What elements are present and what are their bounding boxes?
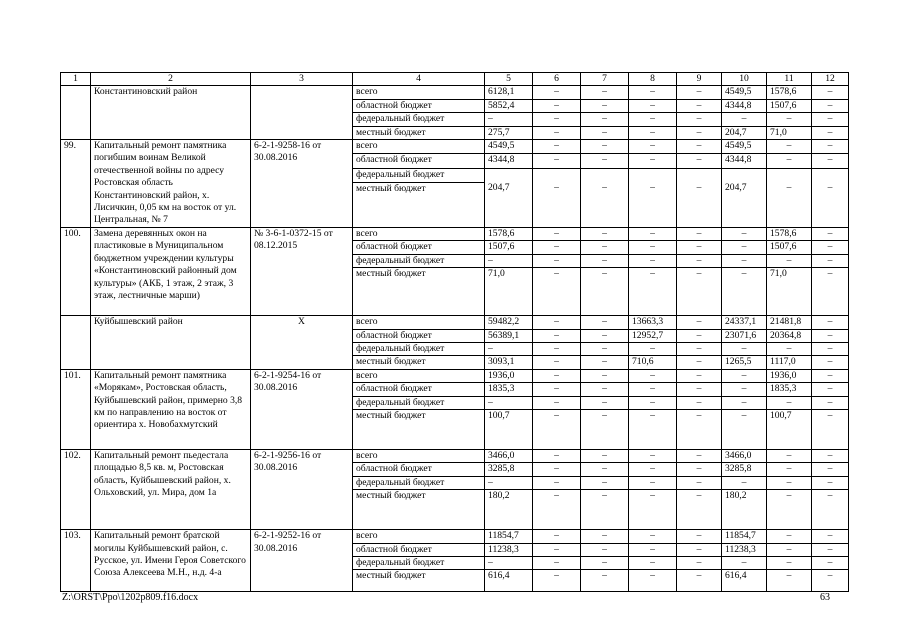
amount-cell: – [629,490,677,530]
column-number: 6 [533,73,581,86]
amount-cell: – [533,543,581,556]
amount-cell: – [812,490,849,530]
amount-cell: – [812,383,849,396]
amount-cell: – [767,396,812,409]
amount-cell: – [677,369,722,382]
amount-cell: – [812,476,849,489]
item-description: Капитальный ремонт пьедестала площадью 8,5 кв. м, Ростовская область, Куйбышевский район, х. Ольховский, ул. Мира, дом 1а [91,449,251,529]
amount-cell: 71,0 [485,268,533,316]
amount-cell: – [767,490,812,530]
amount-cell: – [677,530,722,543]
amount-cell: – [581,530,629,543]
amount-cell: – [812,86,849,99]
amount-cell: 100,7 [485,409,533,449]
budget-type-label: областной бюджет [353,241,485,254]
budget-type-label: местный бюджет [353,570,485,592]
file-path: Z:\ORST\Ppo\1202p809.f16.docx [62,592,199,603]
amount-cell: – [629,463,677,476]
amount-cell: – [629,227,677,240]
amount-cell: – [533,254,581,267]
amount-cell: – [677,86,722,99]
amount-cell: – [812,463,849,476]
amount-cell: – [767,449,812,462]
amount-cell: – [581,182,629,227]
budget-type-label: всего [353,140,485,154]
amount-cell: – [581,86,629,99]
amount-cell: 3285,8 [485,463,533,476]
column-number: 1 [61,73,91,86]
amount-cell: – [629,543,677,556]
amount-cell: – [722,409,767,449]
amount-cell: – [677,449,722,462]
amount-cell: 1507,6 [485,241,533,254]
amount-cell: 11238,3 [485,543,533,556]
amount-cell: – [677,409,722,449]
amount-cell: – [812,154,849,168]
amount-cell: – [812,543,849,556]
amount-cell: 56389,1 [485,329,533,342]
amount-cell: 1578,6 [485,227,533,240]
column-number: 10 [722,73,767,86]
amount-cell: – [812,449,849,462]
table-row [61,316,849,329]
budget-type-label: всего [353,530,485,543]
item-description: Константиновский район [91,86,251,140]
amount-cell: – [677,329,722,342]
item-description: Куйбышевский район [91,316,251,370]
amount-cell: – [581,241,629,254]
amount-cell: 1117,0 [767,356,812,369]
amount-cell: 4344,8 [485,154,533,168]
amount-cell: – [677,556,722,569]
amount-cell: 4549,5 [722,86,767,99]
amount-cell: 1835,3 [767,383,812,396]
table-body [61,73,849,592]
amount-cell: 71,0 [767,126,812,139]
amount-cell: – [812,369,849,382]
amount-cell: – [812,254,849,267]
amount-cell: – [677,126,722,139]
amount-cell: – [677,490,722,530]
amount-cell: 4344,8 [722,154,767,168]
amount-cell: – [722,342,767,355]
amount-cell [812,168,849,182]
amount-cell: – [629,476,677,489]
amount-cell: 204,7 [485,182,533,227]
amount-cell: – [812,329,849,342]
amount-cell: – [581,556,629,569]
budget-type-label: федеральный бюджет [353,113,485,126]
amount-cell: – [581,409,629,449]
amount-cell: – [767,342,812,355]
amount-cell: – [581,543,629,556]
amount-cell: – [581,383,629,396]
column-number: 5 [485,73,533,86]
amount-cell: – [533,396,581,409]
amount-cell: 275,7 [485,126,533,139]
amount-cell: – [767,570,812,592]
document-ref: 6-2-1-9254-16 от 30.08.2016 [251,369,353,449]
amount-cell: – [581,490,629,530]
amount-cell: – [767,530,812,543]
amount-cell: – [533,140,581,154]
amount-cell: – [677,396,722,409]
amount-cell: 1507,6 [767,241,812,254]
table-row [61,369,849,382]
amount-cell: – [722,241,767,254]
amount-cell: – [767,556,812,569]
budget-type-label: областной бюджет [353,463,485,476]
amount-cell: – [629,154,677,168]
amount-cell: – [812,409,849,449]
amount-cell: – [677,182,722,227]
budget-type-label: областной бюджет [353,329,485,342]
amount-cell: 1578,6 [767,227,812,240]
budget-type-label: областной бюджет [353,543,485,556]
budget-type-label: областной бюджет [353,383,485,396]
amount-cell: – [581,268,629,316]
amount-cell: – [629,342,677,355]
amount-cell: 1578,6 [767,86,812,99]
amount-cell: – [722,268,767,316]
table-row [61,449,849,462]
document-ref: 6-2-1-9258-16 от 30.08.2016 [251,140,353,228]
amount-cell: – [722,556,767,569]
document-ref [251,86,353,140]
amount-cell: 1835,3 [485,383,533,396]
budget-type-label: федеральный бюджет [353,556,485,569]
amount-cell: – [629,126,677,139]
column-number: 11 [767,73,812,86]
amount-cell: – [767,254,812,267]
budget-type-label: местный бюджет [353,409,485,449]
amount-cell: – [533,463,581,476]
column-number: 8 [629,73,677,86]
table-row [61,140,849,154]
amount-cell: – [722,227,767,240]
column-number-row [61,73,849,86]
column-number: 12 [812,73,849,86]
amount-cell: – [767,543,812,556]
amount-cell: 6128,1 [485,86,533,99]
amount-cell: – [722,383,767,396]
amount-cell: 4549,5 [722,140,767,154]
amount-cell: 20364,8 [767,329,812,342]
budget-type-label: федеральный бюджет [353,254,485,267]
amount-cell: – [677,113,722,126]
amount-cell: – [812,316,849,329]
amount-cell: 21481,8 [767,316,812,329]
amount-cell: – [722,476,767,489]
item-description: Капитальный ремонт памятника погибшим воинам Великой отечественной войны по адресу Ростовская область Константиновский район, х. Лисичкин, 0,05 км на восток от ул. Центральная, № 7 [91,140,251,228]
amount-cell: – [767,140,812,154]
amount-cell: 100,7 [767,409,812,449]
amount-cell: 24337,1 [722,316,767,329]
amount-cell: – [581,140,629,154]
amount-cell: – [533,316,581,329]
amount-cell: – [629,369,677,382]
amount-cell: – [677,342,722,355]
amount-cell: – [677,316,722,329]
item-number: 99. [61,140,91,228]
amount-cell: – [677,383,722,396]
budget-type-label: областной бюджет [353,154,485,168]
amount-cell: – [533,570,581,592]
amount-cell: – [812,99,849,112]
amount-cell: – [629,241,677,254]
amount-cell: 3466,0 [722,449,767,462]
amount-cell: 204,7 [722,182,767,227]
amount-cell: – [767,463,812,476]
amount-cell: – [677,99,722,112]
amount-cell: – [677,140,722,154]
amount-cell: – [677,254,722,267]
amount-cell: – [812,227,849,240]
table-row [61,530,849,543]
amount-cell: – [629,409,677,449]
page-number: 63 [820,592,830,603]
amount-cell: – [677,241,722,254]
amount-cell: 11854,7 [722,530,767,543]
amount-cell: – [533,86,581,99]
amount-cell: 1936,0 [767,369,812,382]
amount-cell: 3093,1 [485,356,533,369]
amount-cell: – [812,182,849,227]
amount-cell: – [533,113,581,126]
amount-cell: – [581,113,629,126]
amount-cell: – [629,182,677,227]
amount-cell: – [581,99,629,112]
amount-cell: – [581,463,629,476]
amount-cell: – [485,254,533,267]
amount-cell: – [581,356,629,369]
amount-cell: – [581,570,629,592]
amount-cell: – [533,409,581,449]
amount-cell: – [677,154,722,168]
amount-cell: – [677,543,722,556]
column-number: 3 [251,73,353,86]
amount-cell: – [812,241,849,254]
amount-cell: – [533,227,581,240]
amount-cell: – [581,369,629,382]
amount-cell: 616,4 [722,570,767,592]
amount-cell: 180,2 [722,490,767,530]
amount-cell: – [677,463,722,476]
budget-type-label: всего [353,86,485,99]
amount-cell: – [533,490,581,530]
amount-cell: 3285,8 [722,463,767,476]
amount-cell: – [677,268,722,316]
amount-cell: – [812,356,849,369]
amount-cell: 12952,7 [629,329,677,342]
amount-cell: – [812,570,849,592]
budget-type-label: всего [353,227,485,240]
amount-cell: – [812,342,849,355]
amount-cell: – [485,556,533,569]
amount-cell: – [533,182,581,227]
amount-cell: – [581,329,629,342]
budget-type-label: местный бюджет [353,182,485,227]
budget-type-label: всего [353,316,485,329]
amount-cell: – [629,99,677,112]
amount-cell: – [812,530,849,543]
table-row [61,227,849,240]
amount-cell [767,168,812,182]
amount-cell [485,168,533,182]
amount-cell: 180,2 [485,490,533,530]
amount-cell: – [629,556,677,569]
amount-cell [581,168,629,182]
budget-type-label: местный бюджет [353,356,485,369]
amount-cell: 59482,2 [485,316,533,329]
amount-cell: 3466,0 [485,449,533,462]
amount-cell: – [812,268,849,316]
amount-cell: 4344,8 [722,99,767,112]
document-ref: 6-2-1-9252-16 от 30.08.2016 [251,530,353,592]
budget-type-label: федеральный бюджет [353,396,485,409]
item-description: Капитальный ремонт памятника «Морякам», Ростовская область, Куйбышевский район, примерно 3,8 км по направлению на восток от ориентира х. Новобахмутский [91,369,251,449]
amount-cell: 4549,5 [485,140,533,154]
item-description: Замена деревянных окон на пластиковые в Муниципальном бюджетном учреждении культуры «Константиновский районный дом культуры» (АКБ, 1 этаж, 2 этаж, 3 этаж, лестничные марши) [91,227,251,315]
amount-cell: 13663,3 [629,316,677,329]
amount-cell: 710,6 [629,356,677,369]
budget-type-label: федеральный бюджет [353,342,485,355]
amount-cell: – [677,227,722,240]
amount-cell: – [767,182,812,227]
amount-cell: – [812,556,849,569]
amount-cell: – [629,530,677,543]
amount-cell: – [629,268,677,316]
item-number: 103. [61,530,91,592]
amount-cell [677,168,722,182]
budget-type-label: областной бюджет [353,99,485,112]
amount-cell: – [581,449,629,462]
amount-cell: – [629,383,677,396]
amount-cell: – [812,113,849,126]
budget-type-label: местный бюджет [353,490,485,530]
document-ref: № 3-6-1-0372-15 от 08.12.2015 [251,227,353,315]
amount-cell: – [533,356,581,369]
item-number [61,316,91,370]
amount-cell: – [812,396,849,409]
amount-cell [533,168,581,182]
amount-cell: 1507,6 [767,99,812,112]
amount-cell: – [581,342,629,355]
amount-cell: – [629,396,677,409]
budget-type-label: местный бюджет [353,268,485,316]
amount-cell: – [533,383,581,396]
document-ref: Х [251,316,353,370]
amount-cell: – [677,476,722,489]
amount-cell: 11854,7 [485,530,533,543]
amount-cell: – [581,227,629,240]
amount-cell: – [677,570,722,592]
amount-cell: – [629,113,677,126]
amount-cell: – [629,570,677,592]
amount-cell: – [722,113,767,126]
amount-cell: – [533,241,581,254]
amount-cell: – [629,449,677,462]
column-number: 7 [581,73,629,86]
amount-cell: – [767,113,812,126]
amount-cell: 11238,3 [722,543,767,556]
item-number: 102. [61,449,91,529]
amount-cell [629,168,677,182]
amount-cell: – [485,113,533,126]
amount-cell: 1265,5 [722,356,767,369]
item-number: 100. [61,227,91,315]
item-number: 101. [61,369,91,449]
amount-cell: – [533,449,581,462]
amount-cell: 204,7 [722,126,767,139]
amount-cell: – [581,396,629,409]
amount-cell: – [533,329,581,342]
amount-cell: – [629,254,677,267]
amount-cell: 23071,6 [722,329,767,342]
item-number [61,86,91,140]
amount-cell: – [533,99,581,112]
amount-cell: – [812,126,849,139]
amount-cell: – [485,476,533,489]
budget-type-label: всего [353,449,485,462]
amount-cell: – [533,268,581,316]
amount-cell: – [533,530,581,543]
column-number: 9 [677,73,722,86]
amount-cell: – [533,369,581,382]
amount-cell: – [485,396,533,409]
amount-cell: – [722,254,767,267]
amount-cell: – [767,476,812,489]
amount-cell: – [581,316,629,329]
amount-cell: – [533,342,581,355]
amount-cell: – [581,476,629,489]
budget-table [60,72,849,592]
amount-cell: 1936,0 [485,369,533,382]
amount-cell [722,168,767,182]
amount-cell: – [629,86,677,99]
budget-type-label: всего [353,369,485,382]
column-number: 2 [91,73,251,86]
amount-cell: – [581,154,629,168]
amount-cell: – [767,154,812,168]
amount-cell: – [581,126,629,139]
amount-cell: 5852,4 [485,99,533,112]
budget-type-label: федеральный бюджет [353,476,485,489]
amount-cell: – [812,140,849,154]
budget-type-label: местный бюджет [353,126,485,139]
table-row [61,86,849,99]
budget-type-label: федеральный бюджет [353,168,485,182]
amount-cell: 616,4 [485,570,533,592]
column-number: 4 [353,73,485,86]
item-description: Капитальный ремонт братской могилы Куйбышевский район, с. Русское, ул. Имени Героя Советского Союза Алексеева М.Н., н.д. 4-а [91,530,251,592]
amount-cell: – [485,342,533,355]
amount-cell: 71,0 [767,268,812,316]
amount-cell: – [533,126,581,139]
amount-cell: – [629,140,677,154]
amount-cell: – [722,396,767,409]
amount-cell: – [722,369,767,382]
amount-cell: – [533,476,581,489]
amount-cell: – [581,254,629,267]
amount-cell: – [533,556,581,569]
document-ref: 6-2-1-9256-16 от 30.08.2016 [251,449,353,529]
amount-cell: – [677,356,722,369]
amount-cell: – [533,154,581,168]
